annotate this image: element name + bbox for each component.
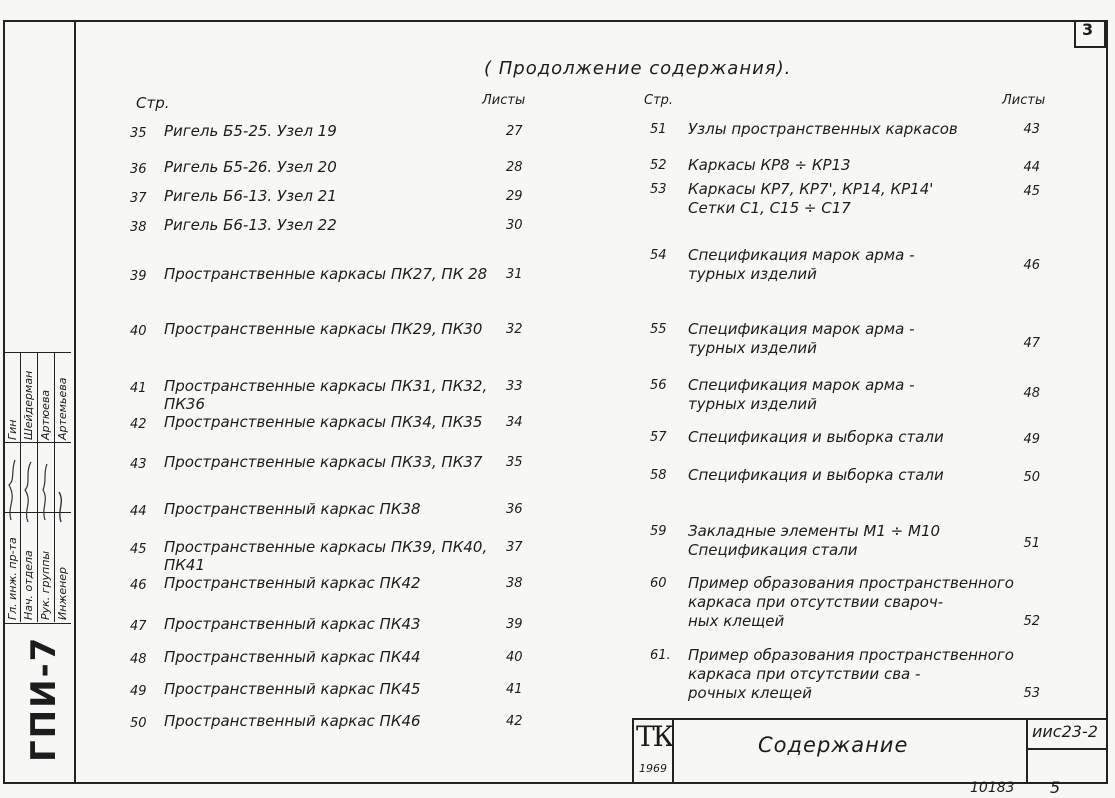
page-heading: ( Продолжение содержания).: [484, 58, 792, 79]
entry-title: [688, 574, 1014, 631]
entry-title: Пространственные каркасы ПК33, ПК37: [164, 453, 483, 471]
entry-title: [688, 522, 940, 560]
left-entry: [130, 122, 530, 146]
entry-line: Спецификация марок арма -: [688, 376, 915, 394]
stamp-logo: ТК: [636, 720, 673, 753]
entry-sheet: 28: [506, 160, 523, 175]
entry-title: Ригель Б6-13. Узел 22: [164, 216, 337, 234]
entry-sheet: 49: [1023, 432, 1040, 447]
entry-title: Пространственные каркасы ПК39, ПК40, ПК41: [164, 538, 488, 574]
entry-sheet: 44: [1023, 160, 1040, 175]
entry-number: 46: [130, 578, 147, 593]
entry-number: 40: [130, 324, 147, 339]
left-col-header-sheets: Листы: [482, 93, 526, 108]
entry-number: 53: [650, 182, 667, 197]
entry-number: 47: [130, 619, 147, 634]
entry-title: Ригель Б5-26. Узел 20: [164, 158, 337, 176]
entry-sheet: 36: [506, 502, 523, 517]
entry-title: [688, 376, 914, 414]
name-3: Артюева: [39, 389, 52, 440]
role-dept-head: Нач. отдела: [22, 550, 35, 620]
entry-number: 37: [130, 191, 147, 206]
entry-line: каркаса при отсутствии сва -: [688, 665, 921, 683]
left-entry: [130, 680, 530, 704]
entry-number: 42: [130, 417, 147, 432]
entry-number: 59: [650, 524, 667, 539]
entry-title: [688, 466, 944, 485]
entry-number: 61.: [650, 648, 671, 663]
entry-sheet: 53: [1023, 686, 1040, 701]
stamp-year: 1969: [639, 762, 667, 775]
entry-title: Пространственные каркасы ПК31, ПК32, ПК36: [164, 377, 488, 413]
entry-sheet: 52: [1023, 614, 1040, 629]
entry-number: 60: [650, 576, 667, 591]
name-4: Артемьева: [56, 377, 69, 440]
left-entry: [130, 413, 530, 437]
entry-sheet: 35: [506, 455, 523, 470]
right-col-header-page: Стр.: [644, 93, 674, 108]
entry-title: [688, 428, 944, 447]
left-entry: [130, 377, 530, 413]
entry-number: 38: [130, 220, 147, 235]
entry-number: 36: [130, 162, 147, 177]
entry-sheet: 29: [506, 189, 523, 204]
entry-line: Спецификация и выборка стали: [688, 466, 944, 484]
entry-sheet: 45: [1023, 184, 1040, 199]
entry-sheet: 37: [506, 540, 523, 555]
entry-title: Ригель Б5-25. Узел 19: [164, 122, 337, 140]
entry-sheet: 40: [506, 650, 523, 665]
entry-sheet: 30: [506, 218, 523, 233]
entry-line: Спецификация марок арма -: [688, 246, 915, 264]
role-chief-engineer: Гл. инж. пр-та: [6, 537, 19, 620]
entry-number: 44: [130, 504, 147, 519]
organization-label: ГПИ-7: [24, 635, 64, 762]
left-entry: [130, 158, 530, 182]
left-entry: [130, 500, 530, 524]
entry-line: Спецификация и выборка стали: [688, 428, 944, 446]
entry-sheet: 42: [506, 714, 523, 729]
name-1: Гин: [6, 419, 19, 440]
entry-number: 48: [130, 652, 147, 667]
entry-sheet: 43: [1023, 122, 1040, 137]
entry-title: Пространственный каркас ПК46: [164, 712, 421, 730]
order-number: 10183: [970, 780, 1015, 796]
entry-line: Каркасы КР7, КР7', КР14, КР14': [688, 180, 934, 198]
entry-title: Пространственный каркас ПК44: [164, 648, 421, 666]
left-entry: [130, 216, 530, 240]
entry-number: 58: [650, 468, 667, 483]
entry-title: [688, 120, 958, 139]
entry-title: Пространственный каркас ПК38: [164, 500, 421, 518]
entry-sheet: 34: [506, 415, 523, 430]
entry-title: [688, 180, 933, 218]
stamp-title: Содержание: [758, 733, 909, 757]
entry-sheet: 32: [506, 322, 523, 337]
entry-sheet: 47: [1023, 336, 1040, 351]
entry-sheet: 38: [506, 576, 523, 591]
page-number: 3: [1082, 20, 1094, 39]
entry-number: 50: [130, 716, 147, 731]
entry-title: Пространственные каркасы ПК34, ПК35: [164, 413, 483, 431]
entry-title: [688, 320, 914, 358]
entry-sheet: 41: [506, 682, 523, 697]
entry-sheet: 46: [1023, 258, 1040, 273]
left-entry: [130, 712, 530, 736]
left-entry: [130, 648, 530, 672]
entry-number: 51: [650, 122, 667, 137]
entry-line: ных клещей: [688, 612, 785, 630]
entry-line: Каркасы КР8 ÷ КР13: [688, 156, 851, 174]
entry-number: 54: [650, 248, 667, 263]
entry-line: турных изделий: [688, 395, 817, 413]
entry-number: 52: [650, 158, 667, 173]
left-entry: [130, 320, 530, 344]
entry-line: Спецификация стали: [688, 541, 858, 559]
name-2: Шейдерман: [22, 370, 35, 440]
entry-number: 45: [130, 542, 147, 557]
entry-number: 55: [650, 322, 667, 337]
sheet-number: 5: [1050, 778, 1061, 797]
entry-number: 56: [650, 378, 667, 393]
entry-line: рочных клещей: [688, 684, 812, 702]
entry-sheet: 48: [1023, 386, 1040, 401]
entry-title: Пространственный каркас ПК42: [164, 574, 421, 592]
entry-line: Спецификация марок арма -: [688, 320, 915, 338]
entry-sheet: 33: [506, 379, 523, 394]
entry-number: 39: [130, 269, 147, 284]
left-entry: [130, 265, 530, 289]
entry-line: Пример образования пространственного: [688, 574, 1014, 592]
left-entry: [130, 615, 530, 639]
entry-line: Узлы пространственных каркасов: [688, 120, 958, 138]
entry-title: [688, 246, 914, 284]
entry-number: 41: [130, 381, 147, 396]
entry-title: Пространственные каркасы ПК29, ПК30: [164, 320, 483, 338]
role-engineer: Инженер: [56, 566, 69, 620]
entry-line: турных изделий: [688, 339, 817, 357]
entry-number: 43: [130, 457, 147, 472]
left-entry: [130, 453, 530, 477]
entry-title: Пространственный каркас ПК43: [164, 615, 421, 633]
entry-sheet: 31: [506, 267, 523, 282]
entry-sheet: 27: [506, 124, 523, 139]
role-group-lead: Рук. группы: [39, 550, 52, 620]
entry-number: 35: [130, 126, 147, 141]
entry-title: Ригель Б6-13. Узел 21: [164, 187, 337, 205]
entry-sheet: 51: [1023, 536, 1040, 551]
entry-title: [688, 646, 1014, 703]
entry-number: 57: [650, 430, 667, 445]
entry-number: 49: [130, 684, 147, 699]
left-entry: [130, 187, 530, 211]
entry-line: Сетки С1, С15 ÷ С17: [688, 199, 851, 217]
entry-sheet: 50: [1023, 470, 1040, 485]
entry-sheet: 39: [506, 617, 523, 632]
left-entry: [130, 574, 530, 598]
entry-line: каркаса при отсутствии свароч-: [688, 593, 944, 611]
stamp-code: иис23-2: [1032, 722, 1098, 741]
entry-line: турных изделий: [688, 265, 817, 283]
left-entry: [130, 538, 530, 574]
left-col-header-page: Стр.: [136, 94, 170, 112]
entry-title: Пространственный каркас ПК45: [164, 680, 421, 698]
entry-line: Закладные элементы М1 ÷ М10: [688, 522, 941, 540]
signatures-graphic: [3, 450, 71, 530]
right-col-header-sheets: Листы: [1002, 93, 1046, 108]
entry-line: Пример образования пространственного: [688, 646, 1014, 664]
entry-title: Пространственные каркасы ПК27, ПК 28: [164, 265, 488, 283]
entry-title: [688, 156, 851, 175]
